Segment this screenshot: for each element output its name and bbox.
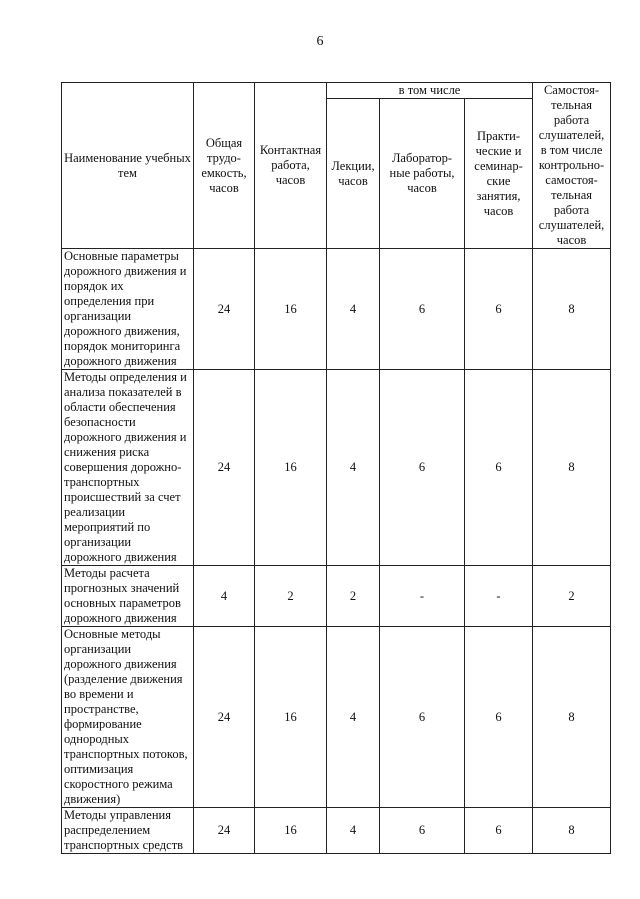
lab-hours-cell: 6: [380, 808, 465, 854]
table-row: [62, 249, 611, 370]
page-number: 6: [316, 34, 324, 49]
lab-hours-cell: -: [380, 566, 465, 627]
practical-hours-cell: -: [465, 566, 533, 627]
topic-name-cell: Методы расчета прогнозных значений основных параметров дорожного движения: [62, 566, 194, 627]
header-including-group: в том числе: [327, 83, 533, 99]
lecture-hours-cell: 4: [327, 370, 380, 566]
total-hours-cell: 4: [194, 566, 255, 627]
curriculum-table: [61, 82, 611, 854]
total-hours-cell: 24: [194, 370, 255, 566]
total-hours-cell: 24: [194, 808, 255, 854]
lab-hours-cell: 6: [380, 627, 465, 808]
table-row: [62, 566, 611, 627]
contact-hours-cell: 16: [255, 808, 327, 854]
header-self-work-hours: Самостоя-тельная работа слушателей, в том числе контрольно-самостоя-тельная работа слушателей, часов: [533, 83, 611, 249]
contact-hours-cell: 2: [255, 566, 327, 627]
header-lecture-hours: Лекции, часов: [327, 99, 380, 249]
practical-hours-cell: 6: [465, 249, 533, 370]
lecture-hours-cell: 4: [327, 627, 380, 808]
topic-name-cell: Основные методы организации дорожного движения (разделение движения во времени и пространстве, формирование однородных транспортных потоков, оптимизация скоростного режима движения): [62, 627, 194, 808]
total-hours-cell: 24: [194, 249, 255, 370]
self-work-hours-cell: 8: [533, 249, 611, 370]
practical-hours-cell: 6: [465, 808, 533, 854]
header-lab-hours: Лаборатор-ные работы, часов: [380, 99, 465, 249]
topic-name-cell: Основные параметры дорожного движения и порядок их определения при организации дорожного движения, порядок мониторинга дорожного движения: [62, 249, 194, 370]
lecture-hours-cell: 2: [327, 566, 380, 627]
contact-hours-cell: 16: [255, 249, 327, 370]
table-row: [62, 627, 611, 808]
header-topic-name: Наименование учебных тем: [62, 83, 194, 249]
practical-hours-cell: 6: [465, 627, 533, 808]
total-hours-cell: 24: [194, 627, 255, 808]
table-row: [62, 370, 611, 566]
self-work-hours-cell: 8: [533, 627, 611, 808]
header-practical-hours: Практи-ческие и семинар-ские занятия, часов: [465, 99, 533, 249]
self-work-hours-cell: 8: [533, 808, 611, 854]
header-total-hours: Общая трудо-емкость, часов: [194, 83, 255, 249]
lecture-hours-cell: 4: [327, 808, 380, 854]
table-row: [62, 808, 611, 854]
topic-name-cell: Методы определения и анализа показателей в области обеспечения безопасности дорожного движения и снижения риска совершения дорожно-транспортных происшествий за счет реализации мероприятий по организации дорожного движения: [62, 370, 194, 566]
contact-hours-cell: 16: [255, 370, 327, 566]
self-work-hours-cell: 8: [533, 370, 611, 566]
lab-hours-cell: 6: [380, 370, 465, 566]
self-work-hours-cell: 2: [533, 566, 611, 627]
lab-hours-cell: 6: [380, 249, 465, 370]
lecture-hours-cell: 4: [327, 249, 380, 370]
contact-hours-cell: 16: [255, 627, 327, 808]
header-contact-hours: Контактная работа, часов: [255, 83, 327, 249]
practical-hours-cell: 6: [465, 370, 533, 566]
topic-name-cell: Методы управления распределением транспортных средств: [62, 808, 194, 854]
